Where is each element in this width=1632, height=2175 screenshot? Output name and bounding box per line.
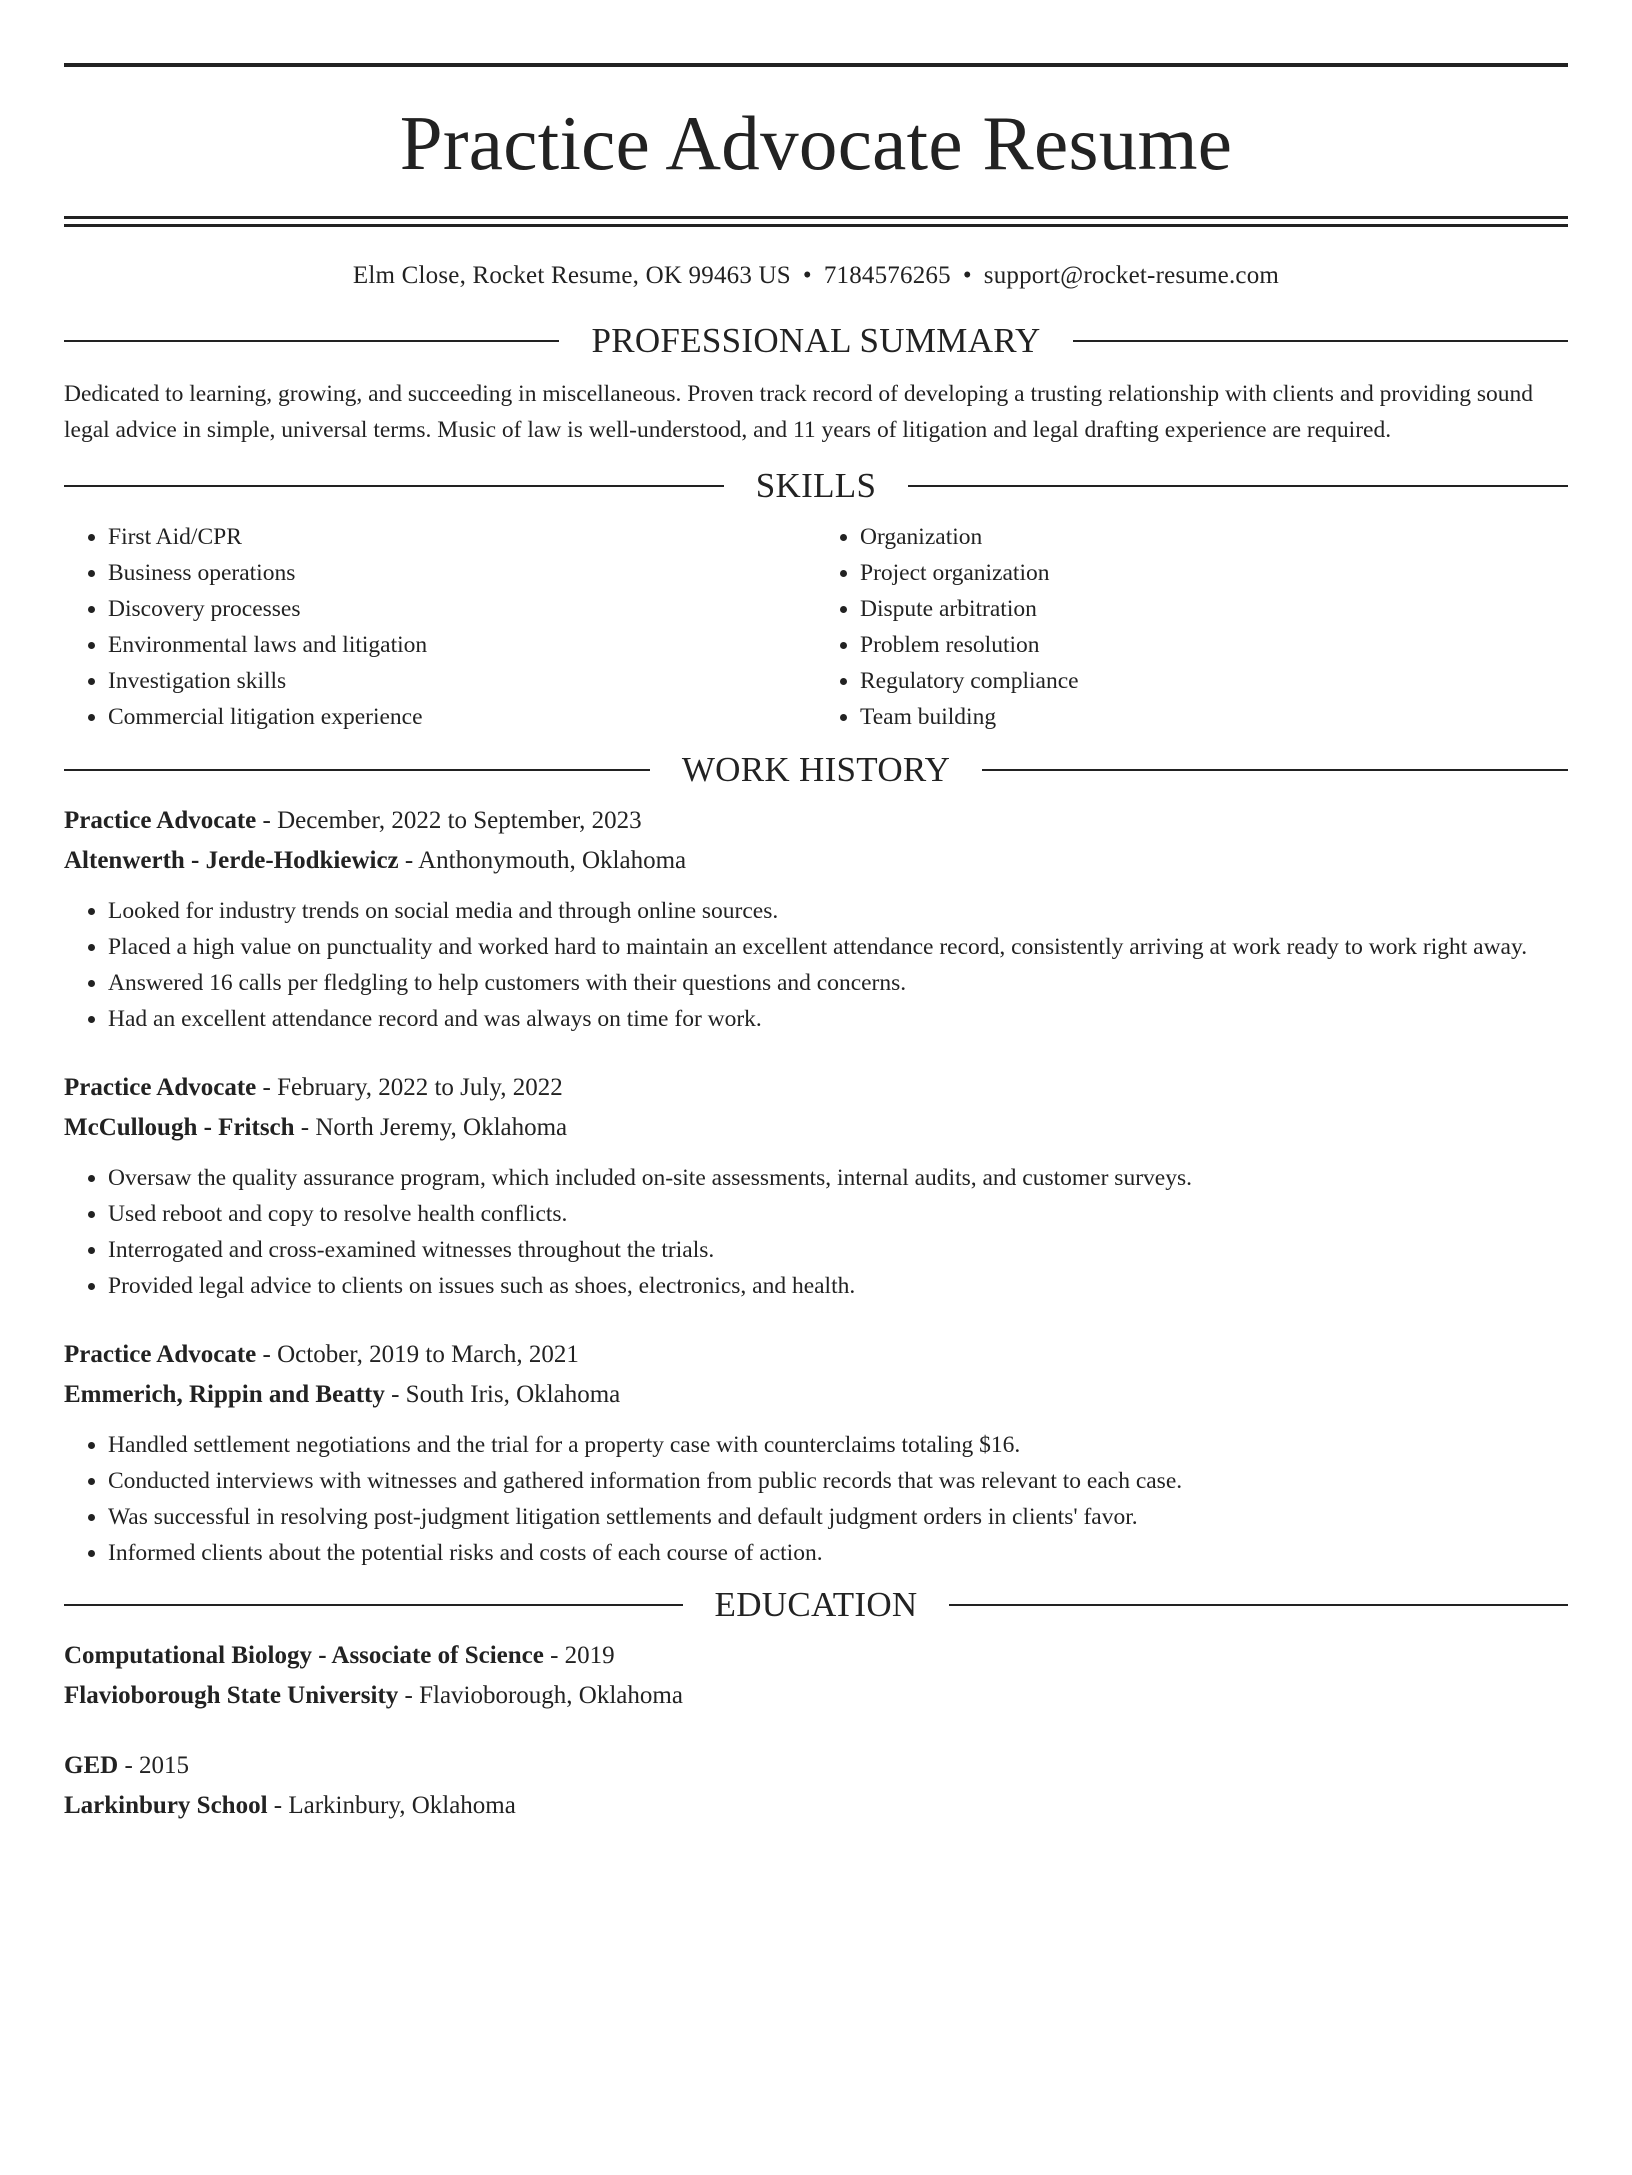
job-entry [64, 801, 1568, 1037]
contact-phone: 7184576265 [823, 262, 951, 289]
education-entry [64, 1746, 1568, 1826]
job-title-line [64, 801, 1568, 841]
title-double-rule [64, 216, 1568, 227]
summary-text: Dedicated to learning, growing, and succeeding in miscellaneous. Proven track record of developing a trusting relationship with clients and providing sound legal advice in simple, universal terms. Music of law is well-understood, and 11 years of litigation and legal drafting experience are required. [64, 381, 1534, 443]
work-heading-label: WORK HISTORY [681, 750, 951, 789]
job-title-line [64, 1068, 1568, 1108]
education-location: - Larkinbury, Oklahoma [267, 1792, 516, 1819]
job-dates: - October, 2019 to March, 2021 [256, 1341, 579, 1368]
job-company: Emmerich, Rippin and Beatty [64, 1381, 385, 1408]
job-company: Altenwerth - Jerde-Hodkiewicz [64, 847, 399, 874]
skill-item: • Commercial litigation experience [108, 699, 816, 735]
education-degree-line [64, 1746, 1568, 1786]
education-school-line [64, 1786, 1568, 1826]
job-company-line [64, 1375, 1568, 1415]
job-bullet: • Looked for industry trends on social media and through online sources. [108, 893, 1568, 929]
contact-email: support@rocket-resume.com [983, 262, 1280, 289]
job-dates: - December, 2022 to September, 2023 [256, 807, 642, 834]
summary-heading-label: PROFESSIONAL SUMMARY [591, 321, 1041, 360]
skill-item: • Investigation skills [108, 663, 816, 699]
skill-item: • Organization [860, 519, 1568, 555]
education-degree: GED [64, 1752, 119, 1779]
contact-separator: • [802, 262, 812, 289]
job-company-line [64, 841, 1568, 881]
job-bullet: • Used reboot and copy to resolve health conflicts. [108, 1196, 1568, 1232]
education-degree-line [64, 1636, 1568, 1676]
job-location: - North Jeremy, Oklahoma [294, 1114, 568, 1141]
skill-item: • Project organization [860, 555, 1568, 591]
job-bullet: • Conducted interviews with witnesses and gathered information from public records that was relevant to each case. [108, 1463, 1568, 1499]
contact-address: Elm Close, Rocket Resume, OK 99463 US [352, 262, 791, 289]
skill-item: • Dispute arbitration [860, 591, 1568, 627]
job-title-line [64, 1335, 1568, 1375]
job-location: - Anthonymouth, Oklahoma [398, 847, 687, 874]
skills-list [64, 519, 1568, 735]
heading-rule [982, 769, 1568, 771]
skill-item: • Problem resolution [860, 627, 1568, 663]
summary-heading [64, 323, 1568, 358]
job-bullet: • Had an excellent attendance record and was always on time for work. [108, 1001, 1568, 1037]
work-heading [64, 752, 1568, 787]
skill-item: • Discovery processes [108, 591, 816, 627]
education-school: Flavioborough State University [64, 1682, 399, 1709]
job-bullet: • Answered 16 calls per fledgling to help customers with their questions and concerns. [108, 965, 1568, 1001]
skills-heading-label: SKILLS [755, 466, 877, 505]
heading-rule [64, 340, 559, 342]
education-heading [64, 1587, 1568, 1622]
skill-item: • Environmental laws and litigation [108, 627, 816, 663]
skill-item: • Team building [860, 699, 1568, 735]
top-rule [64, 63, 1568, 67]
job-bullet: • Oversaw the quality assurance program, which included on-site assessments, internal audits, and customer surveys. [108, 1160, 1568, 1196]
job-bullets [64, 893, 1568, 1037]
job-company-line [64, 1108, 1568, 1148]
job-dates: - February, 2022 to July, 2022 [256, 1074, 563, 1101]
skill-item: • First Aid/CPR [108, 519, 816, 555]
job-entry [64, 1335, 1568, 1571]
job-entry [64, 1068, 1568, 1304]
job-location: - South Iris, Oklahoma [384, 1381, 621, 1408]
resume-page [0, 63, 1632, 2175]
skill-item: • Regulatory compliance [860, 663, 1568, 699]
contact-line [64, 263, 1568, 288]
page-title: Practice Advocate Resume [399, 100, 1233, 186]
job-bullet: • Was successful in resolving post-judgment litigation settlements and default judgment orders in clients' favor. [108, 1499, 1568, 1535]
job-title: Practice Advocate [64, 1074, 257, 1101]
education-degree: Computational Biology - Associate of Science [64, 1642, 544, 1669]
job-bullets [64, 1160, 1568, 1304]
heading-rule [1073, 340, 1568, 342]
education-year: - 2019 [543, 1642, 615, 1669]
job-company: McCullough - Fritsch [64, 1114, 295, 1141]
job-bullet: • Informed clients about the potential risks and costs of each course of action. [108, 1535, 1568, 1571]
education-heading-label: EDUCATION [714, 1585, 918, 1624]
job-bullet: • Interrogated and cross-examined witnesses throughout the trials. [108, 1232, 1568, 1268]
education-school-line [64, 1676, 1568, 1716]
education-location: - Flavioborough, Oklahoma [398, 1682, 683, 1709]
education-school: Larkinbury School [64, 1792, 268, 1819]
education-entry [64, 1636, 1568, 1716]
skills-heading [64, 468, 1568, 503]
heading-rule [949, 1604, 1568, 1606]
contact-separator: • [962, 262, 972, 289]
heading-rule [64, 485, 724, 487]
skills-column-left [64, 519, 816, 735]
job-bullets [64, 1427, 1568, 1571]
job-bullet: • Placed a high value on punctuality and worked hard to maintain an excellent attendance record, consistently arriving at work ready to work right away. [108, 929, 1568, 965]
job-bullet: • Handled settlement negotiations and the trial for a property case with counterclaims totaling $16. [108, 1427, 1568, 1463]
heading-rule [908, 485, 1568, 487]
skills-column-right [816, 519, 1568, 735]
job-title: Practice Advocate [64, 1341, 257, 1368]
heading-rule [64, 1604, 683, 1606]
job-title: Practice Advocate [64, 807, 257, 834]
heading-rule [64, 769, 650, 771]
job-bullet: • Provided legal advice to clients on issues such as shoes, electronics, and health. [108, 1268, 1568, 1304]
education-year: - 2015 [118, 1752, 190, 1779]
skill-item: • Business operations [108, 555, 816, 591]
